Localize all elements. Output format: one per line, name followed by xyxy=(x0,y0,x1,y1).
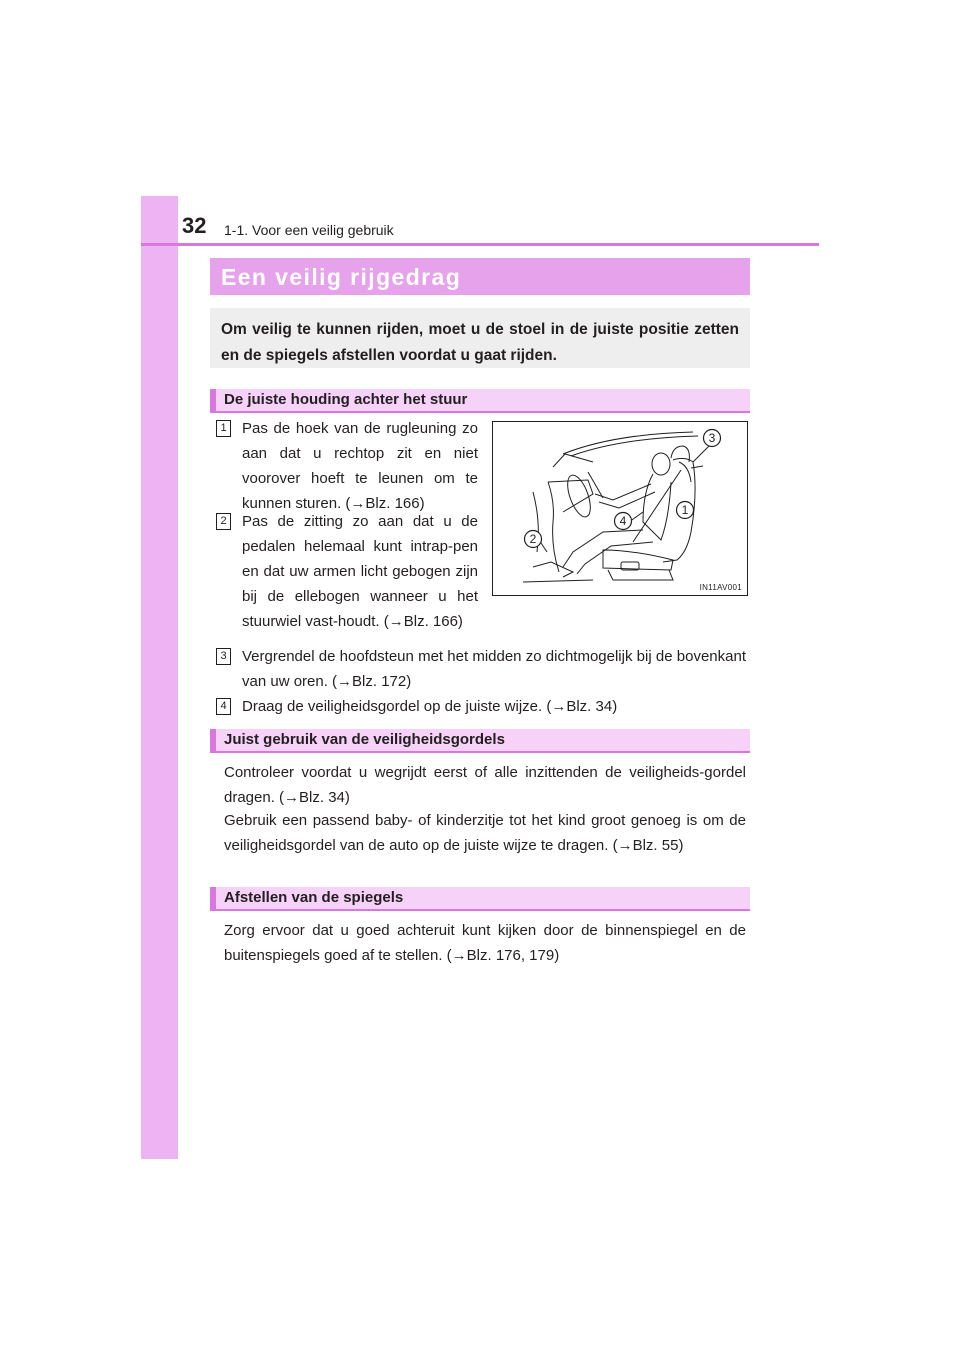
driver-seat-illustration xyxy=(493,422,747,595)
section-heading-posture: De juiste houding achter het stuur xyxy=(210,389,750,413)
section-heading-seatbelts: Juist gebruik van de veiligheidsgordels xyxy=(210,729,750,753)
section-label: 1-1. Voor een veilig gebruik xyxy=(224,222,394,238)
figure-code: IN11AV001 xyxy=(699,583,742,592)
intro-box: Om veilig te kunnen rijden, moet u de stoel in de juiste positie zetten en de spiegels afstellen voordat u gaat rijden. xyxy=(210,308,750,368)
driving-posture-illustration xyxy=(492,421,748,596)
callout-3-label: 3 xyxy=(708,431,716,445)
sidebar-tab xyxy=(141,196,178,1159)
callout-1-label: 1 xyxy=(681,503,689,517)
list-item-seatbelt: Draag de veiligheidsgordel op de juiste wijze. (→Blz. 34) xyxy=(242,698,618,715)
page-title: Een veilig rijgedrag xyxy=(210,258,750,295)
list-item-headrest: Vergrendel de hoofdsteun met het midden zo dichtmogelijk bij de bovenkant van uw oren. (→Blz. 172) xyxy=(242,648,746,690)
section-heading-mirrors: Afstellen van de spiegels xyxy=(210,887,750,911)
list-item-seat: Pas de zitting zo aan dat u de pedalen helemaal kunt intrap-pen en dat uw armen licht gebogen zijn bij de ellebogen wanneer u het stuurwiel vast-houdt. (→Blz. 166) xyxy=(242,513,478,630)
header-divider xyxy=(141,243,819,246)
item-number-badge: 4 xyxy=(216,698,231,715)
item-number-badge: 2 xyxy=(216,513,231,530)
list-item-backrest: Pas de hoek van de rugleuning zo aan dat u rechtop zit en niet voorover hoeft te leunen om te kunnen sturen. (→Blz. 166) xyxy=(242,420,478,512)
paragraph-mirrors: Zorg ervoor dat u goed achteruit kunt kijken door de binnenspiegel en de buitenspiegels goed af te stellen. (→Blz. 176, 179) xyxy=(224,922,746,964)
paragraph-check-belts: Controleer voordat u wegrijdt eerst of alle inzittenden de veiligheids-gordel dragen. (→Blz. 34) xyxy=(224,764,746,806)
callout-2-label: 2 xyxy=(529,532,537,546)
callout-4-label: 4 xyxy=(619,514,627,528)
item-number-badge: 1 xyxy=(216,420,231,437)
paragraph-child-seat: Gebruik een passend baby- of kinderzitje tot het kind groot genoeg is om de veiligheidsgordel van de auto op de juiste wijze te dragen. (→Blz. 55) xyxy=(224,812,746,854)
page-number: 32 xyxy=(182,213,207,238)
item-number-badge: 3 xyxy=(216,648,231,665)
